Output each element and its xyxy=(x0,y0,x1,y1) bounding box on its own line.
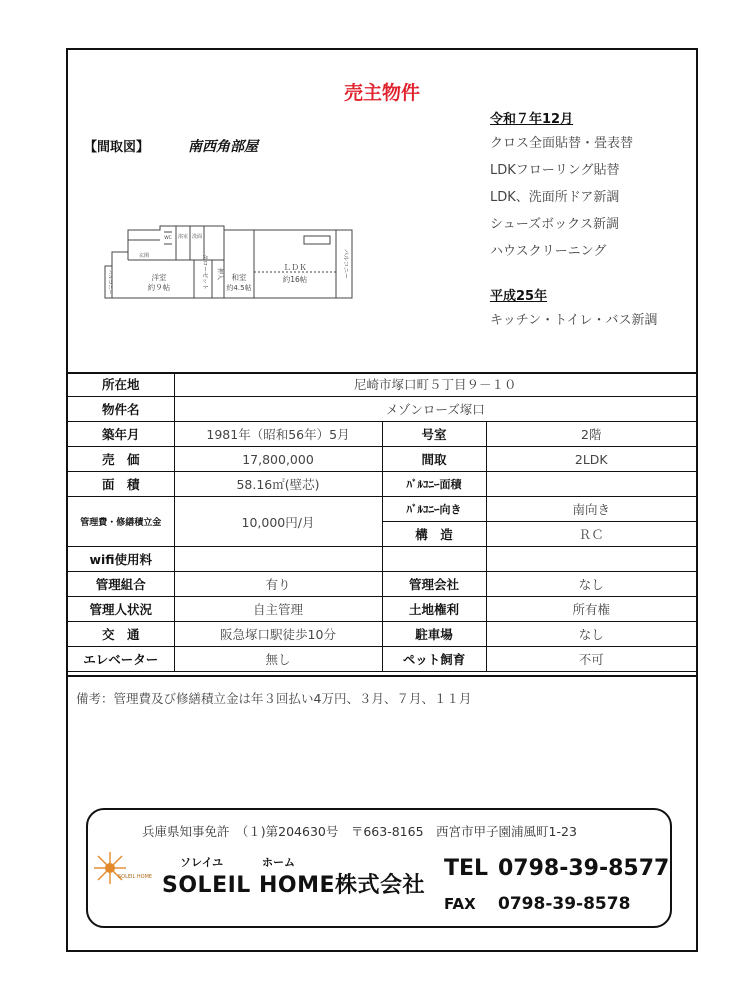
balcony-direction-label: ﾊﾞﾙｺﾆｰ向き xyxy=(382,497,486,522)
japanese-room-size: 約4.5帖 xyxy=(226,284,252,292)
management-company-label: 管理会社 xyxy=(382,572,486,597)
layout-value: 2LDK xyxy=(486,447,696,472)
brand-kana-left: ソレイユ xyxy=(180,856,224,869)
balcony-east-label: バルコニー xyxy=(342,248,349,280)
room-label: 号室 xyxy=(382,422,486,447)
renovation-item: ハウスクリーニング xyxy=(490,244,607,259)
land-rights-label: 土地権利 xyxy=(382,597,486,622)
association-label: 管理組合 xyxy=(68,572,174,597)
layout-label: 間取 xyxy=(382,447,486,472)
balcony-area-value xyxy=(486,472,696,497)
entrance-label: 玄関 xyxy=(138,253,150,259)
license-info: 兵庫県知事免許 （１)第204630号 〒663-8165 西宮市甲子園浦風町1-23 xyxy=(142,824,577,839)
property-sheet xyxy=(66,48,698,952)
brand-kana-right: ホーム xyxy=(262,856,295,869)
name-value: メゾンローズ塚口 xyxy=(174,397,696,422)
wifi-label: wifi使用料 xyxy=(68,547,174,572)
renovation-item: シューズボックス新調 xyxy=(490,217,619,232)
elevator-value: 無し xyxy=(174,647,382,672)
ldk-label: ＬＤＫ xyxy=(283,263,307,272)
remarks-divider xyxy=(68,675,696,677)
renovation-item: キッチン・トイレ・バス新調 xyxy=(490,313,658,328)
area-label: 面 積 xyxy=(68,472,174,497)
closet-label: クローゼット xyxy=(201,254,208,290)
brand-kana xyxy=(180,854,420,868)
price-label: 売 価 xyxy=(68,447,174,472)
pet-value: 不可 xyxy=(486,647,696,672)
western-room-label: 洋室 xyxy=(151,273,167,282)
western-room-size: 約９帖 xyxy=(147,283,171,292)
renovation-past-date: 平成25年 xyxy=(490,289,548,304)
fax xyxy=(444,894,630,914)
floor-plan-label: 【間取図】 xyxy=(84,140,150,155)
remarks-text: 備考：管理費及び修繕積立金は年３回払い4万円、３月、７月、１１月 xyxy=(76,691,472,706)
address-label: 所在地 xyxy=(68,372,174,397)
built-value: 1981年（昭和56年）5月 xyxy=(174,422,382,447)
structure-value: ＲＣ xyxy=(486,522,696,547)
name-label: 物件名 xyxy=(68,397,174,422)
association-value: 有り xyxy=(174,572,382,597)
parking-label: 駐車場 xyxy=(382,622,486,647)
page-title: 売主物件 xyxy=(343,82,420,104)
renovation-notes xyxy=(490,108,690,334)
balcony-west-label: バルコニー xyxy=(106,269,113,295)
tel-label: TEL xyxy=(444,856,489,881)
fee-label: 管理費・修繕積立金 xyxy=(68,497,174,547)
fax-label: FAX xyxy=(444,895,476,913)
traffic-label: 交 通 xyxy=(68,622,174,647)
japanese-room-label: 和室 xyxy=(231,273,247,282)
pet-label: ペット飼育 xyxy=(382,647,486,672)
company-name: SOLEIL HOME株式会社 xyxy=(162,873,425,898)
balcony-direction-value: 南向き xyxy=(486,497,696,522)
traffic-value: 阪急塚口駅徒歩10分 xyxy=(174,622,382,647)
oshiire-label: 押入 xyxy=(216,267,223,281)
telephone xyxy=(444,856,669,881)
fee-value: 10,000円/月 xyxy=(174,497,382,547)
bath-label: 浴室 xyxy=(177,234,189,240)
renovation-recent-date: 令和７年12月 xyxy=(490,112,574,127)
logo-text: SOLEIL HOME xyxy=(118,874,153,880)
elevator-label: エレベーター xyxy=(68,647,174,672)
top-section xyxy=(68,50,696,374)
address-value: 尼崎市塚口町５丁目９－１０ xyxy=(174,372,696,397)
sun-logo-icon xyxy=(92,846,156,894)
built-label: 築年月 xyxy=(68,422,174,447)
ldk-size: 約16帖 xyxy=(282,275,308,284)
floor-plan-name: 南西角部屋 xyxy=(188,139,258,155)
manager-value: 自主管理 xyxy=(174,597,382,622)
renovation-item: クロス全面貼替・畳表替 xyxy=(490,136,634,151)
fax-number: 0798-39-8578 xyxy=(498,894,631,914)
balcony-area-label: ﾊﾞﾙｺﾆｰ面積 xyxy=(382,472,486,497)
room-value: 2階 xyxy=(486,422,696,447)
manager-label: 管理人状況 xyxy=(68,597,174,622)
toilet-label: WC xyxy=(164,236,172,241)
renovation-item: LDK、洗面所ドア新調 xyxy=(490,190,620,205)
land-rights-value: 所有権 xyxy=(486,597,696,622)
company-footer xyxy=(86,808,672,928)
parking-value: なし xyxy=(486,622,696,647)
empty-cell xyxy=(486,547,696,572)
price-value: 17,800,000 xyxy=(174,447,382,472)
washroom-label: 洗面 xyxy=(191,234,203,240)
renovation-item: LDKフローリング貼替 xyxy=(490,163,620,178)
floor-plan-drawing xyxy=(104,222,354,302)
empty-cell xyxy=(382,547,486,572)
spec-table xyxy=(68,372,696,672)
wifi-value xyxy=(174,547,382,572)
tel-number[interactable]: 0798-39-8577 xyxy=(498,856,670,881)
management-company-value: なし xyxy=(486,572,696,597)
area-value: 58.16㎡(壁芯) xyxy=(174,472,382,497)
structure-label: 構 造 xyxy=(382,522,486,547)
